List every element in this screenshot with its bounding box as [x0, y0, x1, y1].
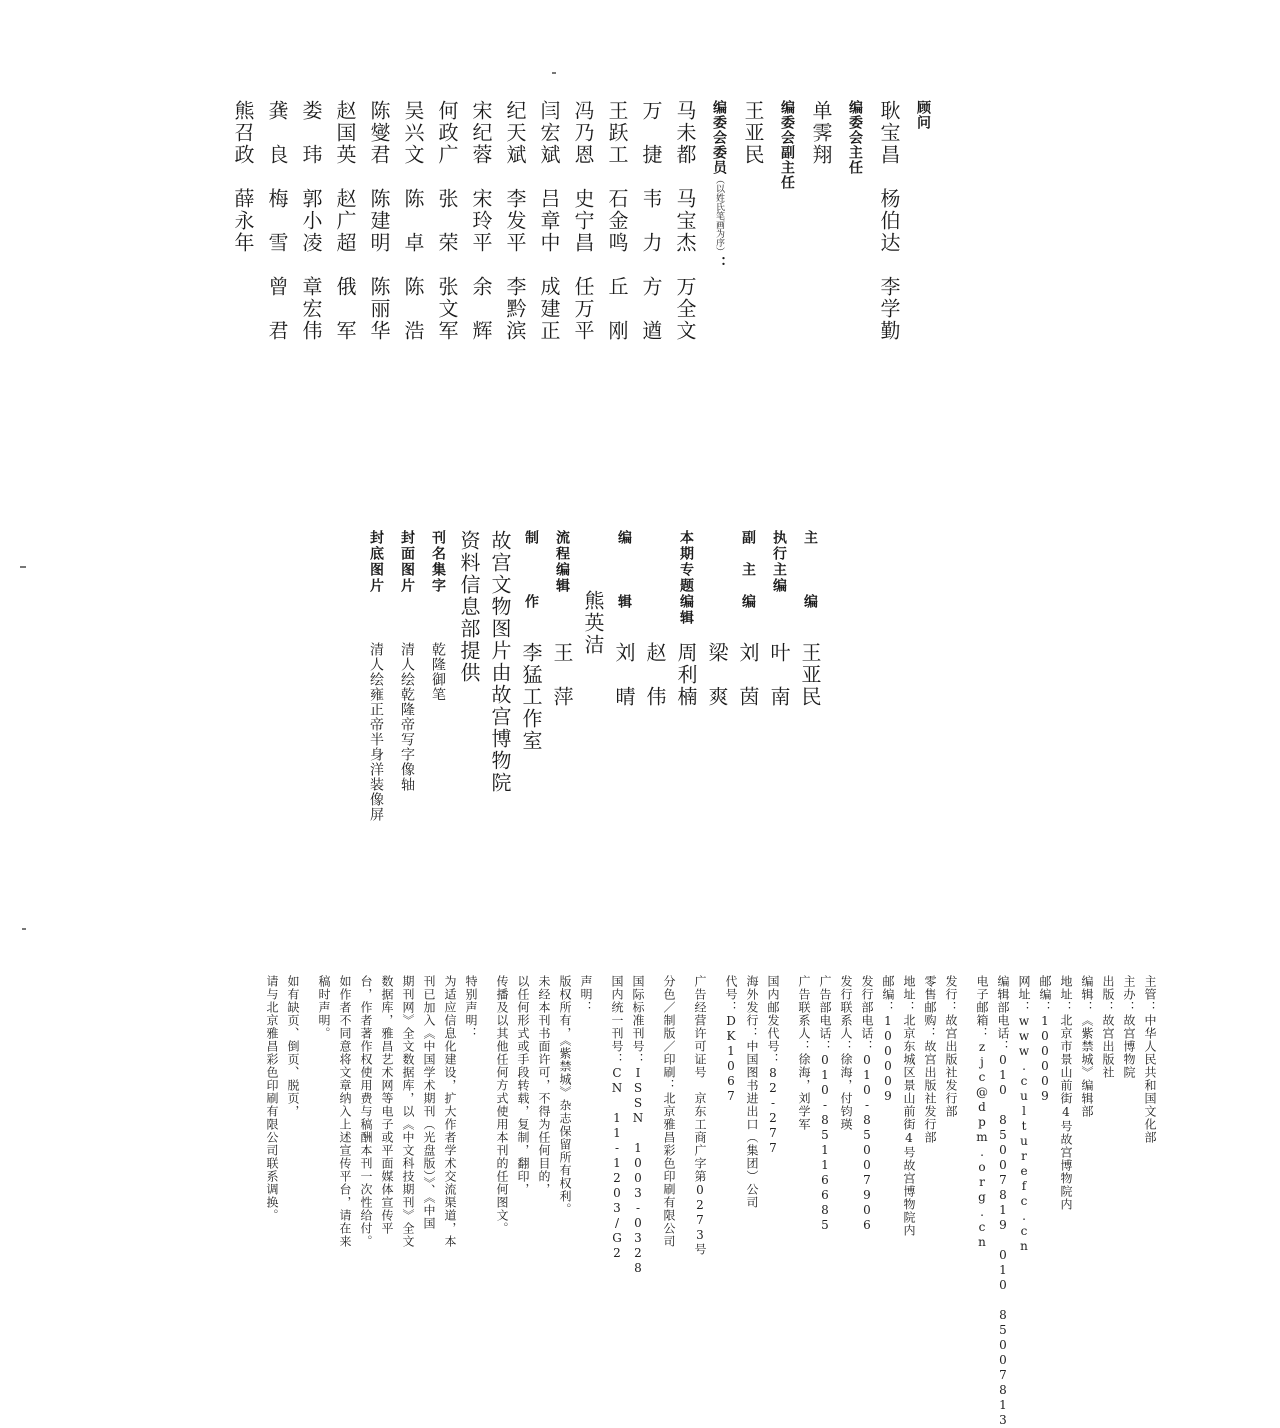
pubinfo-line: 版权所有，《紫禁城》杂志保留所有权利。: [558, 975, 572, 1216]
pubinfo-line: 刊已加入《中国学术期刊（光盘版）》、《中国: [422, 975, 436, 1230]
publication-info-block: [261, 975, 1160, 1428]
pubinfo-line: 国内邮发代号：82-277: [766, 975, 780, 1156]
member-row: 何政广 张 荣 张文军: [435, 100, 459, 342]
pubinfo-line: 主办：故宫博物院: [1122, 975, 1136, 1079]
pubinfo-line: 电子邮箱：zjc@dpm.org.cn: [975, 975, 989, 1250]
vice-director-label: 编委会副主任: [779, 100, 795, 190]
pubinfo-line: 发行联系人：徐海，付钧瑛: [839, 975, 853, 1131]
member-row: 赵国英 赵广超 俄 军: [333, 100, 357, 342]
pubinfo-line: 地址：北京市景山前街4号故宫博物院内: [1059, 975, 1073, 1211]
scan-speck: [20, 566, 26, 568]
pubinfo-line: 发行：故宫出版社发行部: [944, 975, 958, 1118]
scan-speck: [22, 928, 26, 930]
pubinfo-gap: [481, 975, 491, 1275]
pubinfo-line: 如作者不同意将文章纳入上述宣传平台，请在来: [338, 975, 352, 1248]
staff-row: 封面图片清人绘乾隆帝写字像轴: [399, 530, 415, 792]
staff-row: 刊名集字乾隆御笔: [430, 530, 446, 702]
director-name: 单霁翔: [809, 100, 833, 166]
pubinfo-line: 主管：中华人民共和国文化部: [1143, 975, 1157, 1144]
pubinfo-line: 广告部电话：010-85116685: [818, 975, 832, 1233]
members-label: 编委会委员（以姓氏笔画为序）：: [711, 100, 727, 271]
members-note: （以姓氏笔画为序）: [714, 175, 724, 256]
pubinfo-gap: [961, 975, 971, 1275]
pubinfo-gap: [596, 975, 606, 1275]
member-row: 纪天斌 李发平 李黔滨: [503, 100, 527, 342]
pubinfo-gap: [710, 975, 720, 1275]
pubinfo-line: 以任何形式或手段转载，复制，翻印，: [516, 975, 530, 1196]
staff-row: 资料信息部提供: [457, 530, 481, 684]
pubinfo-line: 特别声明：: [464, 975, 478, 1040]
staff-row: 熊英洁: [581, 590, 605, 656]
pubinfo-line: 为适应信息化建设，扩大作者学术交流渠道，本: [443, 975, 457, 1248]
staff-row: 制 作李猛工作室: [519, 530, 543, 752]
pubinfo-line: 国际标准刊号：ISSN 1003-0328: [631, 975, 645, 1276]
advisor-label: 顾问: [915, 100, 931, 130]
pubinfo-line: 邮编：100009: [1038, 975, 1052, 1104]
vice-director-name: 王亚民: [741, 100, 765, 166]
pubinfo-line: 网址：www.culturefc.cn: [1017, 975, 1031, 1254]
member-row: 马未都 马宝杰 万全文: [673, 100, 697, 342]
member-row: 闫宏斌 吕章中 成建正: [537, 100, 561, 342]
pubinfo-line: 分色／制版／印刷：北京雅昌彩色印刷有限公司: [662, 975, 676, 1248]
pubinfo-line: 广告联系人：徐海，刘学军: [797, 975, 811, 1131]
staff-row: 赵 伟: [643, 642, 667, 708]
pubinfo-line: 出版：故宫出版社: [1101, 975, 1115, 1079]
staff-row: 封底图片清人绘雍正帝半身洋装像屏: [368, 530, 384, 822]
member-row: 龚 良 梅 雪 曾 君: [265, 100, 289, 342]
pubinfo-gap: [679, 975, 689, 1275]
staff-row: 流程编辑王 萍: [550, 530, 574, 708]
pubinfo-gap: [648, 975, 658, 1275]
pubinfo-line: 编辑部电话：010 85007819 010 85007813: [996, 975, 1010, 1428]
staff-row: 本期专题编辑周利楠: [674, 530, 698, 708]
pubinfo-line: 台，作者著作权使用费与稿酬本刊一次性给付。: [359, 975, 373, 1248]
staff-row: 故宫文物图片由故宫博物院: [488, 530, 512, 794]
member-row: 吴兴文 陈 卓 陈 浩: [401, 100, 425, 342]
pubinfo-line: 零售邮购：故宫出版社发行部: [923, 975, 937, 1144]
staff-row: 编 辑刘 晴: [612, 530, 636, 708]
pubinfo-line: 国内统一刊号：CN 11-1203/G2: [610, 975, 624, 1261]
pubinfo-line: 未经本刊书面许可，不得为任何目的，: [537, 975, 551, 1196]
pubinfo-line: 请与北京雅昌彩色印刷有限公司联系调换。: [265, 975, 279, 1222]
staff-row: 副 主 编刘 茵: [736, 530, 760, 708]
member-row: 熊召政 薛永年: [231, 100, 255, 254]
pubinfo-line: 稿时声明。: [317, 975, 331, 1040]
member-row: 王跃工 石金鸣 丘 刚: [605, 100, 629, 342]
pubinfo-line: 代号：DK1067: [724, 975, 738, 1104]
advisor-names: 耿宝昌 杨伯达 李学勤: [877, 100, 901, 342]
staff-row: 梁 爽: [705, 642, 729, 708]
pubinfo-gap: [303, 975, 313, 1275]
pubinfo-line: 声明：: [579, 975, 593, 1014]
pubinfo-line: 广告经营许可证号 京东工商广字第0273号: [693, 975, 707, 1256]
member-row: 冯乃恩 史宁昌 任万平: [571, 100, 595, 342]
scan-speck: [552, 72, 556, 74]
staff-block: [360, 530, 825, 850]
pubinfo-line: 编辑：《紫禁城》编辑部: [1080, 975, 1094, 1118]
pubinfo-line: 地址：北京东城区景山前街4号故宫博物院内: [902, 975, 916, 1237]
staff-row: 执行主编叶 南: [767, 530, 791, 708]
pubinfo-line: 海外发行：中国图书进出口（集团）公司: [745, 975, 759, 1209]
member-row: 宋纪蓉 宋玲平 余 辉: [469, 100, 493, 342]
pubinfo-line: 如有缺页、倒页、脱页，: [286, 975, 300, 1118]
board-block: [226, 100, 940, 440]
pubinfo-line: 邮编：100009: [881, 975, 895, 1104]
pubinfo-line: 传播及以其他任何方式使用本刊的任何图文。: [495, 975, 509, 1235]
pubinfo-line: 期刊网》全文数据库，以《中文科技期刊》全文: [401, 975, 415, 1248]
director-label: 编委会主任: [847, 100, 863, 175]
member-row: 娄 玮 郭小凌 章宏伟: [299, 100, 323, 342]
pubinfo-line: 发行部电话：010-85007906: [860, 975, 874, 1233]
pubinfo-line: 数据库，雅昌艺术网等电子或平面媒体宣传平: [380, 975, 394, 1235]
staff-row: 主 编王亚民: [798, 530, 822, 708]
member-row: 陈燮君 陈建明 陈丽华: [367, 100, 391, 342]
pubinfo-gap: [783, 975, 793, 1275]
member-row: 万 捷 韦 力 方 遒: [639, 100, 663, 342]
